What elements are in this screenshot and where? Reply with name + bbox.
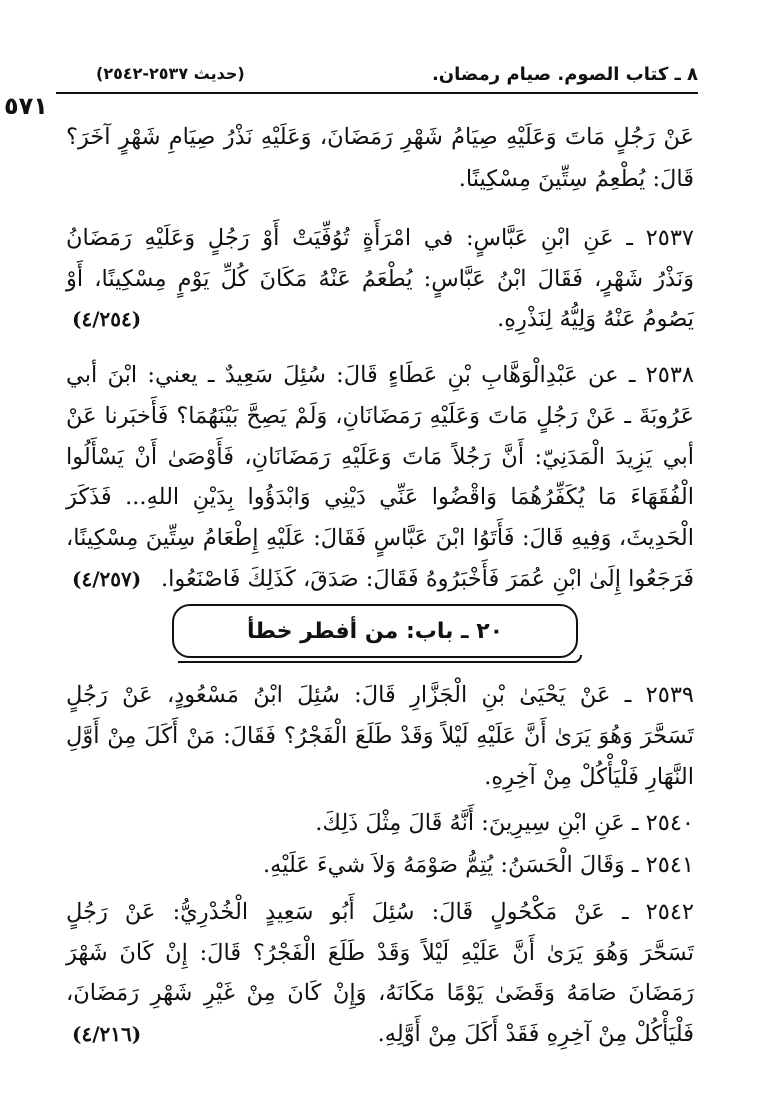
hadith-2537: ٢٥٣٧ ـ عَنِ ابْنِ عَبَّاسٍ: في امْرَأَةٍ تُوُفِّيَتْ أَوْ رَجُلٍ وَعَلَيْهِ رَمَضَانُ — [66, 225, 694, 251]
text-line: عَنْ رَجُلٍ مَاتَ وَعَلَيْهِ صِيَامُ شَهْرِ رَمَضَانَ، وَعَلَيْهِ نَذْرُ صِيَامِ شَهْرٍ آخَرَ؟ — [66, 124, 694, 150]
text-line: وَنَذْرُ شَهْرٍ، فَقَالَ ابْنُ عَبَّاسٍ: يُطْعَمُ عَنْهُ مَكَانَ كُلِّ يَوْمٍ مِسْكِينًا، أَوْ — [66, 266, 694, 292]
running-header — [56, 62, 698, 94]
hadith-2541: ٢٥٤١ ـ وَقَالَ الْحَسَنُ: يُتِمُّ صَوْمَهُ وَلاَ شيءَ عَلَيْهِ. — [262, 852, 694, 878]
text-line: قَالَ: يُطْعِمُ سِتِّينَ مِسْكِينًا. — [458, 166, 694, 192]
text-line: فَلْيَأْكُلْ مِنْ آخِرِهِ فَقَدْ أَكَلَ مِنْ أَوَّلِهِ. — [377, 1021, 694, 1047]
text-line: تَسَحَّرَ وَهُوَ يَرَىٰ أَنَّ عَلَيْهِ لَيْلاً وَقَدْ طَلَعَ الْفَجْرُ؟ فَقَالَ: مَنْ أَكَلَ مِنْ أَوَّلِ — [66, 723, 694, 749]
text-line: الْفُقَهَاءَ مَا يُكَفِّرُهُمَا وَاقْضُوا عَنِّي دَيْنِي وَابْدَؤُوا بِدَيْنِ اللهِ... فَذَكَرَ — [66, 484, 694, 510]
chapter-heading-box: ٢٠ ـ باب: من أفطر خطأ — [172, 604, 578, 658]
reference-note: (٤/٢١٦) — [72, 1022, 142, 1046]
hadith-2538: ٢٥٣٨ ـ عن عَبْدِالْوَهَّابِ بْنِ عَطَاءٍ قَالَ: سُئِلَ سَعِيدٌ ـ يعني: ابْنَ أبي — [66, 362, 694, 388]
hadith-2540: ٢٥٤٠ ـ عَنِ ابْنِ سِيرِينَ: أَنَّهُ قَالَ مِثْلَ ذَلِكَ. — [315, 810, 694, 836]
reference-note: (٤/٢٥٤) — [72, 307, 142, 331]
text-line: رَمَضَانَ صَامَهُ وَقَضَىٰ يَوْمًا مَكَانَهُ، وَإِنْ كَانَ مِنْ غَيْرِ شَهْرِ رَمَضَانَ، — [66, 980, 694, 1006]
text-line: عَرُوبَةَ ـ عَنْ رَجُلٍ مَاتَ وَعَلَيْهِ رَمَضَانَانِ، وَلَمْ يَصِحَّ بَيْنَهُمَا؟ فَأَخبَرنا عَنْ — [66, 403, 694, 429]
hadith-2542: ٢٥٤٢ ـ عَنْ مَكْحُولٍ قَالَ: سُئِلَ أَبُو سَعِيدٍ الْخُدْرِيُّ: عَنْ رَجُلٍ — [66, 899, 694, 925]
header-chapter-title: ٨ ـ كتاب الصوم. صيام رمضان. — [431, 64, 698, 85]
page-number: ٥٧١ — [4, 92, 48, 120]
text-line: النَّهَارِ فَلْيَأْكُلْ مِنْ آخِرِهِ. — [484, 764, 694, 790]
text-line: تَسَحَّرَ وَهُوَ يَرَىٰ أَنَّ عَلَيْهِ لَيْلاً وَقَدْ طَلَعَ الْفَجْرُ؟ قَالَ: إِنْ كَانَ شَهْرَ — [66, 940, 694, 966]
text-line: فَرَجَعُوا إِلَىٰ ابْنِ عُمَرَ فَأَخْبَرُوهُ فَقَالَ: صَدَقَ، كَذَلِكَ فَاصْنَعُوا. — [160, 566, 694, 592]
text-line: الْحَدِيثَ، وَفِيهِ قَالَ: فَأَتَوُا ابْنَ عَبَّاسٍ فَقَالَ: عَلَيْهِ إِطْعَامُ سِتِّينَ مِسْكِينًا، — [66, 525, 694, 551]
text-line: أبي يَزِيدَ الْمَدَنِيّ: أَنَّ رَجُلاً مَاتَ وَعَلَيْهِ رَمَضَانَانِ، فَأَوْصَىٰ أَنْ يَسْأَلُوا — [66, 444, 694, 470]
hadith-2539: ٢٥٣٩ ـ عَنْ يَحْيَىٰ بْنِ الْجَزَّارِ قَالَ: سُئِلَ ابْنُ مَسْعُودٍ، عَنْ رَجُلٍ — [66, 682, 694, 708]
text-line: يَصُومُ عَنْهُ وَلِيُّهُ لِنَذْرِهِ. — [497, 306, 694, 332]
header-hadith-range: (حديث ٢٥٣٧-٢٥٤٢) — [96, 64, 245, 83]
reference-note: (٤/٢٥٧) — [72, 567, 142, 591]
